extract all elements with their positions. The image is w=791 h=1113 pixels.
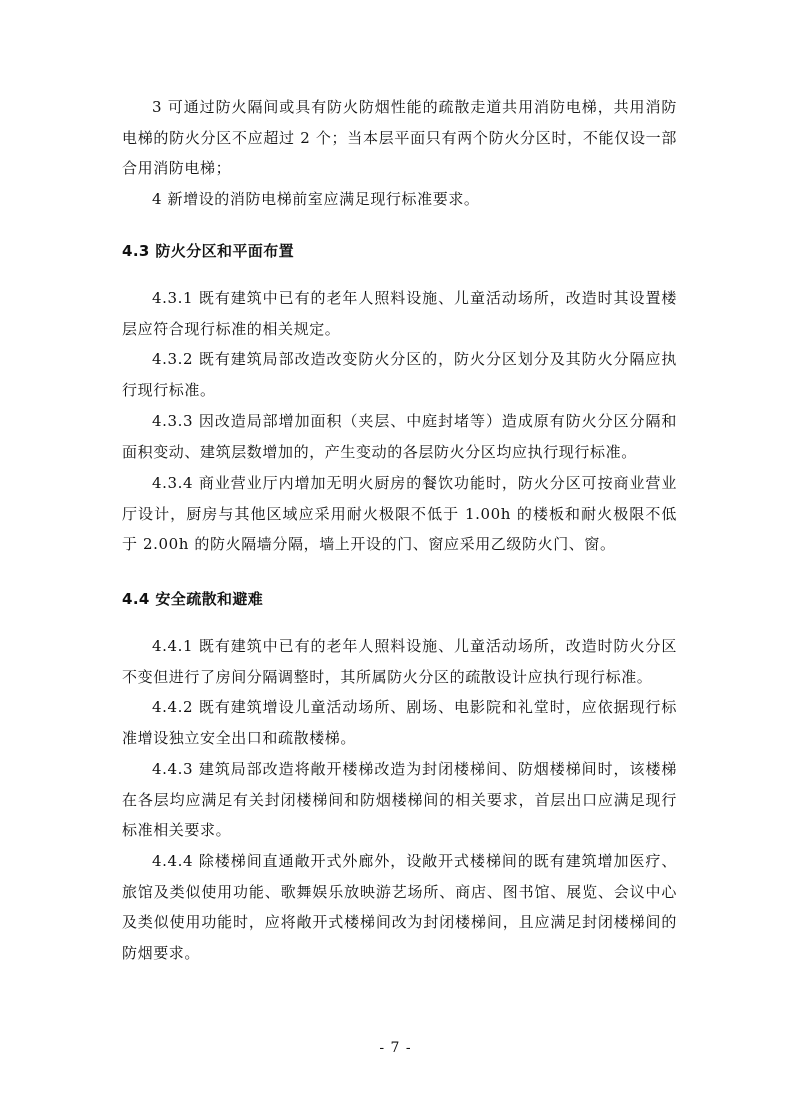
clause-4-4-1: 4.4.1 既有建筑中已有的老年人照料设施、儿童活动场所，改造时防火分区不变但进行了房间分隔调整时，其所属防火分区的疏散设计应执行现行标准。 [122,637,677,686]
clause-4-4-3: 4.4.3 建筑局部改造将敞开楼梯改造为封闭楼梯间、防烟楼梯间时，该楼梯在各层均应满足有关封闭楼梯间和防烟楼梯间的相关要求，首层出口应满足现行标准相关要求。 [122,760,677,839]
clause-4-4-4: 4.4.4 除楼梯间直通敞开式外廊外，设敞开式楼梯间的既有建筑增加医疗、旅馆及类似使用功能、歌舞娱乐放映游艺场所、商店、图书馆、展览、会议中心及类似使用功能时，应将敞开式楼梯间改为封闭楼梯间，且应满足封闭楼梯间的防烟要求。 [122,852,677,962]
clause-4-2-item-3: 3 可通过防火隔间或具有防火防烟性能的疏散走道共用消防电梯，共用消防电梯的防火分区不应超过 2 个；当本层平面只有两个防火分区时，不能仅设一部合用消防电梯； [122,98,677,177]
clause-4-3-4: 4.3.4 商业营业厅内增加无明火厨房的餐饮功能时，防火分区可按商业营业厅设计，厨房与其他区域应采用耐火极限不低于 1.00h 的楼板和耐火极限不低于 2.00h 的防火隔墙分隔，墙上开设的门、窗应采用乙级防火门、窗。 [122,474,677,553]
clause-4-4-2: 4.4.2 既有建筑增设儿童活动场所、剧场、电影院和礼堂时，应依据现行标准增设独立安全出口和疏散楼梯。 [122,698,677,747]
section-4-3-heading: 4.3 防火分区和平面布置 [122,242,294,260]
page-number: - 7 - [379,1040,412,1056]
clause-4-3-3: 4.3.3 因改造局部增加面积（夹层、中庭封堵等）造成原有防火分区分隔和面积变动、建筑层数增加的，产生变动的各层防火分区均应执行现行标准。 [122,412,677,461]
clause-4-3-1: 4.3.1 既有建筑中已有的老年人照料设施、儿童活动场所，改造时其设置楼层应符合现行标准的相关规定。 [122,289,677,338]
clause-4-2-item-4: 4 新增设的消防电梯前室应满足现行标准要求。 [152,190,480,208]
section-4-4-heading: 4.4 安全疏散和避难 [122,590,264,608]
clause-4-3-2: 4.3.2 既有建筑局部改造改变防火分区的，防火分区划分及其防火分隔应执行现行标准。 [122,350,677,399]
